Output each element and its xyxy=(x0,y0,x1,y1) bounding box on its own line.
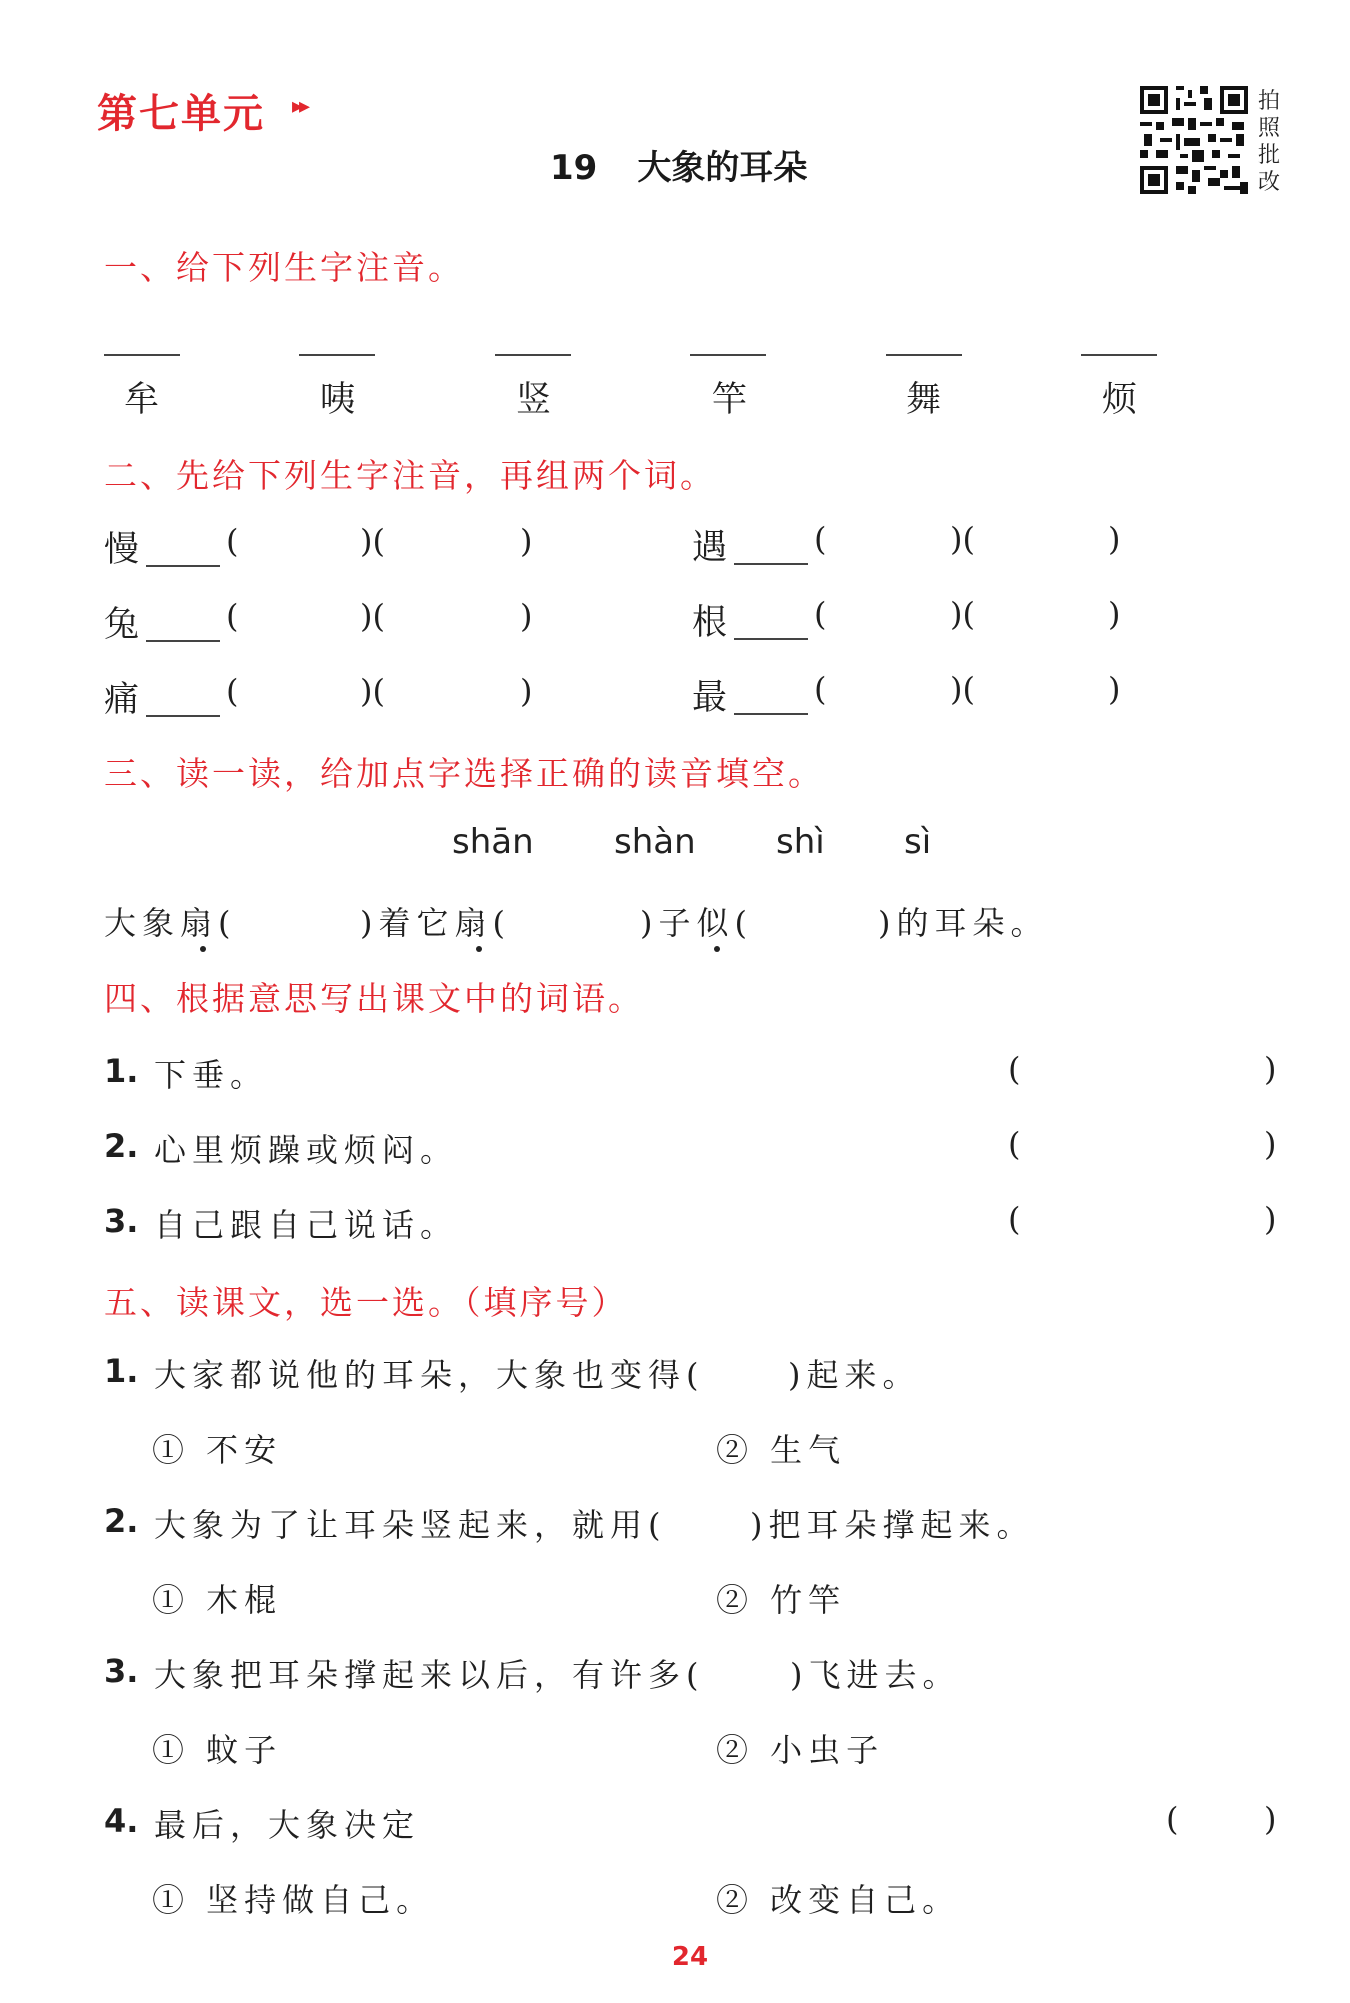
qr-code-icon[interactable] xyxy=(1140,86,1248,194)
char: 痛 xyxy=(104,680,140,720)
option-2: ② 竹竿 xyxy=(716,1581,847,1619)
lesson-number: 19 xyxy=(550,148,598,188)
pinyin-blank[interactable] xyxy=(1081,354,1157,356)
emphasis-dot xyxy=(200,946,206,952)
question-text: 大家都说他的耳朵，大象也变得( xyxy=(154,1356,705,1394)
option-1: ① 坚持做自己。 xyxy=(152,1881,435,1919)
char: 咦 xyxy=(320,380,356,420)
pinyin-blank[interactable] xyxy=(734,713,808,715)
pinyin-option: shì xyxy=(776,822,825,862)
question-text: )飞进去。 xyxy=(790,1656,961,1694)
pinyin-blank[interactable] xyxy=(146,565,220,567)
char: 遇 xyxy=(692,528,728,568)
photo-grading-label: 拍 照 批 改 xyxy=(1258,89,1281,195)
char: 竿 xyxy=(712,380,748,420)
sentence-part: )的耳朵。 xyxy=(878,904,1049,942)
section3-title: 三、读一读，给加点字选择正确的读音填空。 xyxy=(104,754,824,793)
question-text: 大象为了让耳朵竖起来，就用( xyxy=(154,1506,667,1544)
question-text: 大象把耳朵撑起来以后，有许多( xyxy=(154,1656,705,1694)
emphasis-dot xyxy=(476,946,482,952)
char: 最 xyxy=(692,678,728,718)
unit-title: 第七单元 xyxy=(97,91,265,137)
definition-text: 下垂。 xyxy=(154,1056,269,1094)
pinyin-blank[interactable] xyxy=(299,354,375,356)
sentence-part: 大象扇( xyxy=(104,904,237,942)
pinyin-blank[interactable] xyxy=(146,715,220,717)
lesson-name: 大象的耳朵 xyxy=(637,148,808,188)
pinyin-blank[interactable] xyxy=(690,354,766,356)
sentence-part: )着它扇( xyxy=(360,904,511,942)
pinyin-blank[interactable] xyxy=(146,640,220,642)
pinyin-blank[interactable] xyxy=(495,354,571,356)
definition-text: 自己跟自己说话。 xyxy=(154,1206,459,1244)
sentence-part: )子似( xyxy=(640,904,753,942)
pinyin-blank[interactable] xyxy=(734,563,808,565)
definition-text: 心里烦躁或烦闷。 xyxy=(154,1131,459,1169)
lesson-title xyxy=(550,140,807,189)
char: 舞 xyxy=(906,380,942,420)
unit-arrow-icon: ▸▸ xyxy=(292,94,307,119)
char: 兔 xyxy=(104,605,140,645)
page-number: 24 xyxy=(671,1942,709,1972)
section4-title: 四、根据意思写出课文中的词语。 xyxy=(104,979,644,1018)
question-text: 最后，大象决定 xyxy=(154,1806,421,1844)
char: 根 xyxy=(692,603,728,643)
pinyin-option: sì xyxy=(904,822,932,862)
option-1: ① 木棍 xyxy=(152,1581,283,1619)
char: 竖 xyxy=(516,380,552,420)
section1-title: 一、给下列生字注音。 xyxy=(104,248,464,287)
pinyin-option: shān xyxy=(452,822,534,862)
pinyin-blank[interactable] xyxy=(886,354,962,356)
section5-title: 五、读课文，选一选。（填序号） xyxy=(104,1283,628,1322)
char: 慢 xyxy=(104,530,140,570)
option-2: ② 小虫子 xyxy=(716,1731,885,1769)
char: 烦 xyxy=(1102,380,1138,420)
option-1: ① 蚊子 xyxy=(152,1731,283,1769)
option-1: ① 不安 xyxy=(152,1431,283,1469)
option-2: ② 改变自己。 xyxy=(716,1881,961,1919)
question-text: )起来。 xyxy=(788,1356,921,1394)
pinyin-blank[interactable] xyxy=(104,354,180,356)
pinyin-blank[interactable] xyxy=(734,638,808,640)
emphasis-dot xyxy=(714,946,720,952)
char: 牟 xyxy=(124,380,160,420)
option-2: ② 生气 xyxy=(716,1431,847,1469)
section2-title: 二、先给下列生字注音，再组两个词。 xyxy=(104,456,716,495)
pinyin-option: shàn xyxy=(614,822,696,862)
question-text: )把耳朵撑起来。 xyxy=(750,1506,1035,1544)
